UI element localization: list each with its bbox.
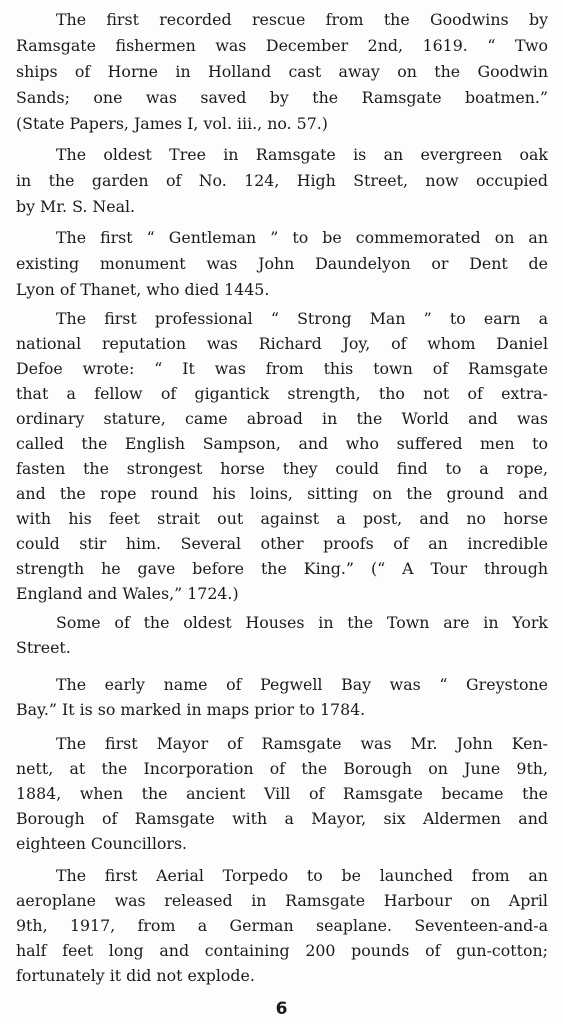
paragraph-5-line-1: Some of the oldest Houses in the Town are in York [56,613,548,632]
paragraph-7-line-3: 1884, when the ancient Vill of Ramsgate became the [16,784,548,803]
paragraph-4-line-1: The first professional “ Strong Man ” to earn a [56,309,548,328]
paragraph-7-line-1: The first Mayor of Ramsgate was Mr. John Ken- [56,734,548,753]
paragraph-5-line-2: Street. [16,638,71,657]
paragraph-3-line-3: Lyon of Thanet, who died 1445. [16,280,270,299]
paragraph-6-line-1: The early name of Pegwell Bay was “ Greystone [56,675,548,694]
page-number: 6 [275,999,288,1019]
paragraph-8-line-3: 9th, 1917, from a German seaplane. Seventeen-and-a [16,916,548,935]
paragraph-4-line-5: ordinary stature, came abroad in the World and was [16,409,548,428]
paragraph-4-line-9: with his feet strait out against a post, and no horse [16,509,548,528]
paragraph-4-line-8: and the rope round his loins, sitting on the ground and [16,484,548,503]
paragraph-1-line-1: The first recorded rescue from the Goodwins by [56,10,548,29]
paragraph-4-line-7: fasten the strongest horse they could find to a rope, [16,459,548,478]
paragraph-4-line-6: called the English Sampson, and who suffered men to [16,434,548,453]
paragraph-1-line-2: Ramsgate fishermen was December 2nd, 1619. “ Two [16,36,548,55]
paragraph-8-line-4: half feet long and containing 200 pounds of gun-cotton; [16,941,548,960]
paragraph-7-line-4: Borough of Ramsgate with a Mayor, six Aldermen and [16,809,548,828]
paragraph-4-line-3: Defoe wrote: “ It was from this town of Ramsgate [16,359,548,378]
paragraph-4-line-4: that a fellow of gigantick strength, tho not of extra- [16,384,548,403]
paragraph-4-line-10: could stir him. Several other proofs of an incredible [16,534,548,553]
paragraph-8-line-5: fortunately it did not explode. [16,966,255,985]
paragraph-1-line-5: (State Papers, James I, vol. iii., no. 57.) [16,114,328,133]
paragraph-2-line-3: by Mr. S. Neal. [16,197,136,216]
paragraph-8-line-1: The first Aerial Torpedo to be launched from an [56,866,548,885]
paragraph-2-line-1: The oldest Tree in Ramsgate is an evergreen oak [56,145,548,164]
paragraph-1-line-3: ships of Horne in Holland cast away on the Goodwin [16,62,548,81]
paragraph-8-line-2: aeroplane was released in Ramsgate Harbour on April [16,891,548,910]
paragraph-7-line-5: eighteen Councillors. [16,834,188,853]
paragraph-2-line-2: in the garden of No. 124, High Street, now occupied [16,171,548,190]
paragraph-6-line-2: Bay.” It is so marked in maps prior to 1784. [16,700,366,719]
paragraph-7-line-2: nett, at the Incorporation of the Borough on June 9th, [16,759,548,778]
paragraph-1-line-4: Sands; one was saved by the Ramsgate boatmen.” [16,88,548,107]
paragraph-4-line-12: England and Wales,” 1724.) [16,584,239,603]
paragraph-4-line-11: strength he gave before the King.” (“ A Tour through [16,559,548,578]
paragraph-4-line-2: national reputation was Richard Joy, of whom Daniel [16,334,548,353]
paragraph-3-line-1: The first “ Gentleman ” to be commemorated on an [56,228,548,247]
paragraph-3-line-2: existing monument was John Daundelyon or Dent de [16,254,548,273]
